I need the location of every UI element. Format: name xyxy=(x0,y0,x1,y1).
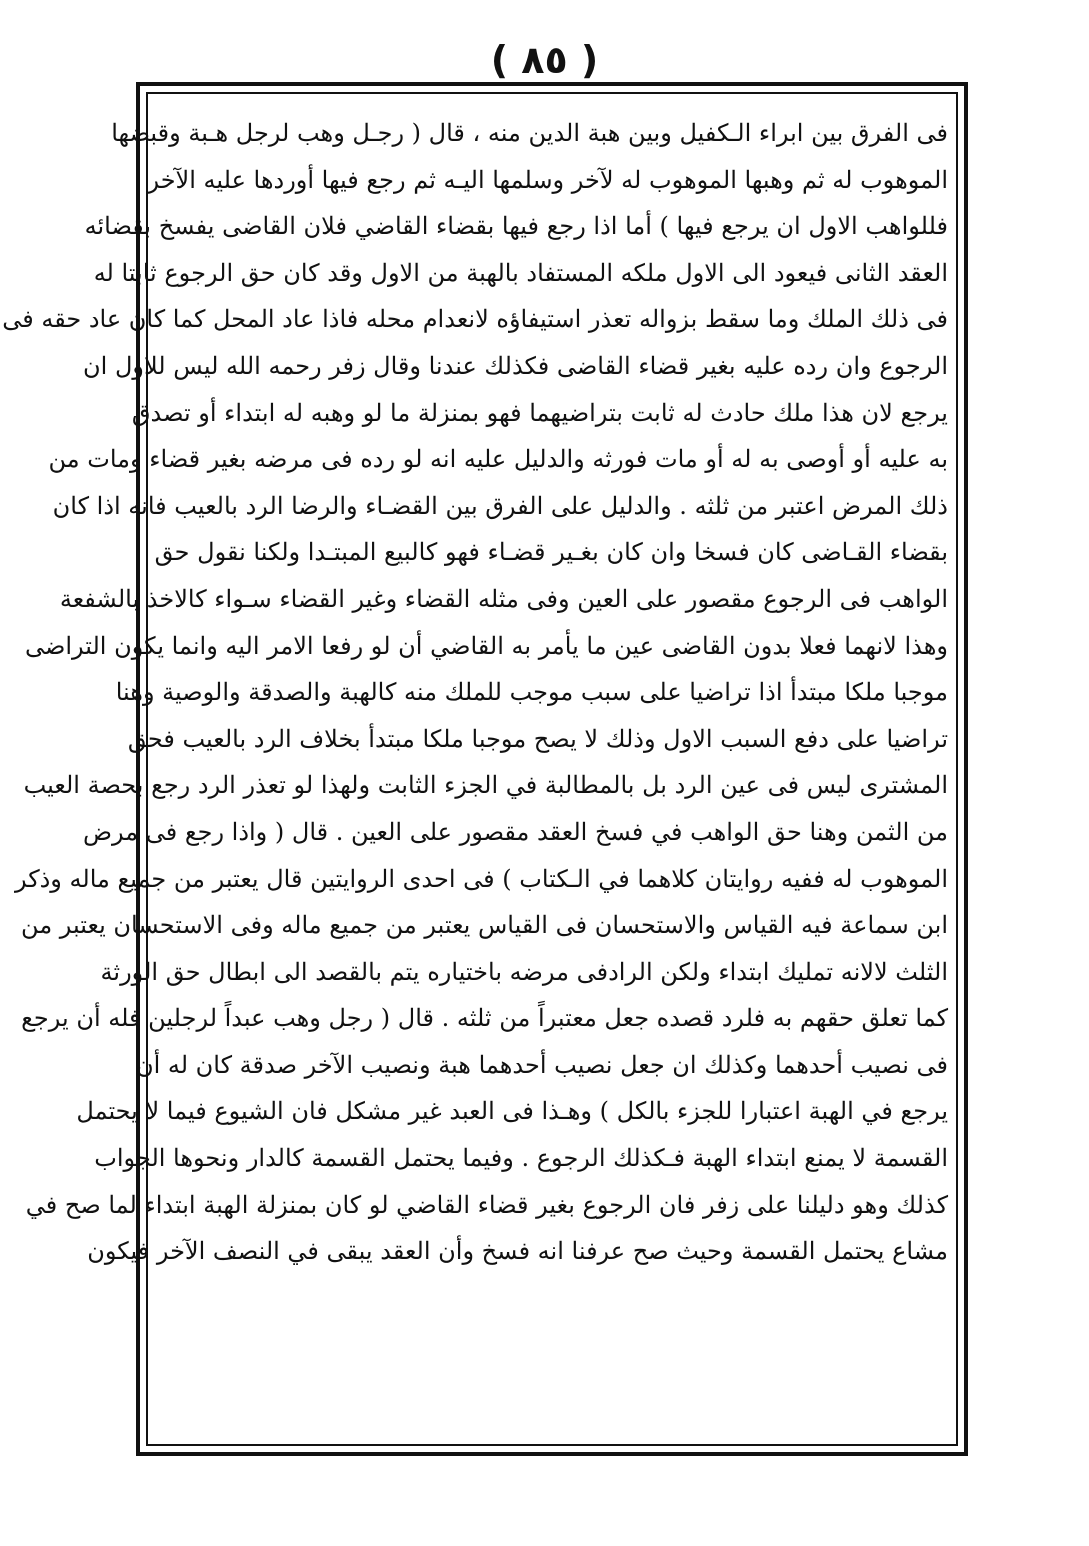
text-line: الواهب فى الرجوع مقصور على العين وفى مثله القضاء وغير القضاء سـواء كالاخذ بالشفعة xyxy=(59,584,948,613)
text-line: يرجع لان هذا ملك حادث له ثابت بتراضيهما فهو بمنزلة ما لو وهبه له ابتداء أو تصدق xyxy=(131,398,948,427)
text-line: فى ذلك الملك وما سقط بزواله تعذر استيفاؤه لانعدام محله فاذا عاد المحل كما كان عاد حقه فى xyxy=(2,305,948,334)
text-line: القسمة لا يمنع ابتداء الهبة فـكذلك الرجوع . وفيما يحتمل القسمة كالدار ونحوها الجواب xyxy=(94,1144,948,1173)
text-line: العقد الثانى فيعود الى الاول ملكه المستفاد بالهبة من الاول وقد كان حق الرجوع ثابتا له xyxy=(93,258,948,287)
text-line: الموهوب له ففيه روايتان كلاهما في الـكتاب ) فى احدى الروايتين قال يعتبر من جميع ماله وذكر xyxy=(14,864,948,893)
text-line: به عليه أو أوصى به له أو مات فورثه والدليل عليه انه لو رده فى مرضه بغير قضاء ومات من xyxy=(48,445,948,474)
text-line: فى الفرق بين ابراء الـكفيل وبين هبة الدين منه ، قال ( رجـل وهب لرجل هـبة وقبضها xyxy=(111,119,948,147)
text-line: المشترى ليس فى عين الرد بل بالمطالبة في الجزء الثابت ولهذا لو تعذر الرد رجع بحصة العيب xyxy=(23,771,948,800)
page-number: ( ٨٥ ) xyxy=(490,38,599,82)
text-line: وهذا لانهما فعلا بدون القاضى عين ما يأمر به القاضي أن لو رفعا الامر اليه وانما يكون التراضى xyxy=(24,631,948,660)
text-line: تراضيا على دفع السبب الاول وذلك لا يصح موجبا ملكا مبتدأ بخلاف الرد بالعيب فحق xyxy=(127,724,948,753)
text-body xyxy=(2,110,948,1440)
text-line: من الثمن وهنا حق الواهب في فسخ العقد مقصور على العين . قال ( واذا رجع فى مرض xyxy=(82,817,948,846)
text-line: كذلك وهو دليلنا على زفر فان الرجوع بغير قضاء القاضي لو كان بمنزلة الهبة ابتداء لما صح في xyxy=(25,1190,948,1219)
text-line: فى نصيب أحدهما وكذلك ان جعل نصيب أحدهما هبة ونصيب الآخر صدقة كان له أن xyxy=(135,1050,948,1079)
text-line: فللواهب الاول ان يرجع فيها ) أما اذا رجع فيها بقضاء القاضي فلان القاضى يفسخ بقضائه xyxy=(84,212,948,241)
text-line: الموهوب له ثم وهبها الموهوب له لآخر وسلمها اليـه ثم رجع فيها أوردها عليه الآخر xyxy=(147,165,948,194)
text-line: ذلك المرض اعتبر من ثلثه . والدليل على الفرق بين القضـاء والرضا الرد بالعيب فانه اذا كان xyxy=(52,491,948,520)
text-line: مشاع يحتمل القسمة وحيث صح عرفنا انه فسخ وأن العقد يبقى في النصف الآخر فيكون xyxy=(87,1237,948,1266)
text-line: موجبا ملكا مبتدأ اذا تراضيا على سبب موجب للملك منه كالهبة والصدقة والوصية وهنا xyxy=(115,678,948,707)
text-line: الرجوع وان رده عليه بغير قضاء القاضى فكذلك عندنا وقال زفر رحمه الله ليس للاول ان xyxy=(83,351,948,380)
text-line: يرجع في الهبة اعتبارا للجزء بالكل ) وهـذا فى العبد غير مشكل فان الشيوع فيما لا يحتمل xyxy=(76,1097,948,1126)
text-line: ابن سماعة فيه القياس والاستحسان فى القياس يعتبر من جميع ماله وفى الاستحسان يعتبر من xyxy=(21,911,948,940)
text-line: بقضاء القـاضى كان فسخا وان كان بغـير قضـاء فهو كالبيع المبتـدا ولكنا نقول حق xyxy=(154,538,948,567)
text-line: كما تعلق حقهم به فلرد قصده جعل معتبراً من ثلثه . قال ( رجل وهب عبداً لرجلين فله أن يرجع xyxy=(21,1004,948,1033)
text-line: الثلث لالانه تمليك ابتداء ولكن الرادفى مرضه باختياره يتم بالقصد الى ابطال حق الورثة xyxy=(100,957,948,986)
